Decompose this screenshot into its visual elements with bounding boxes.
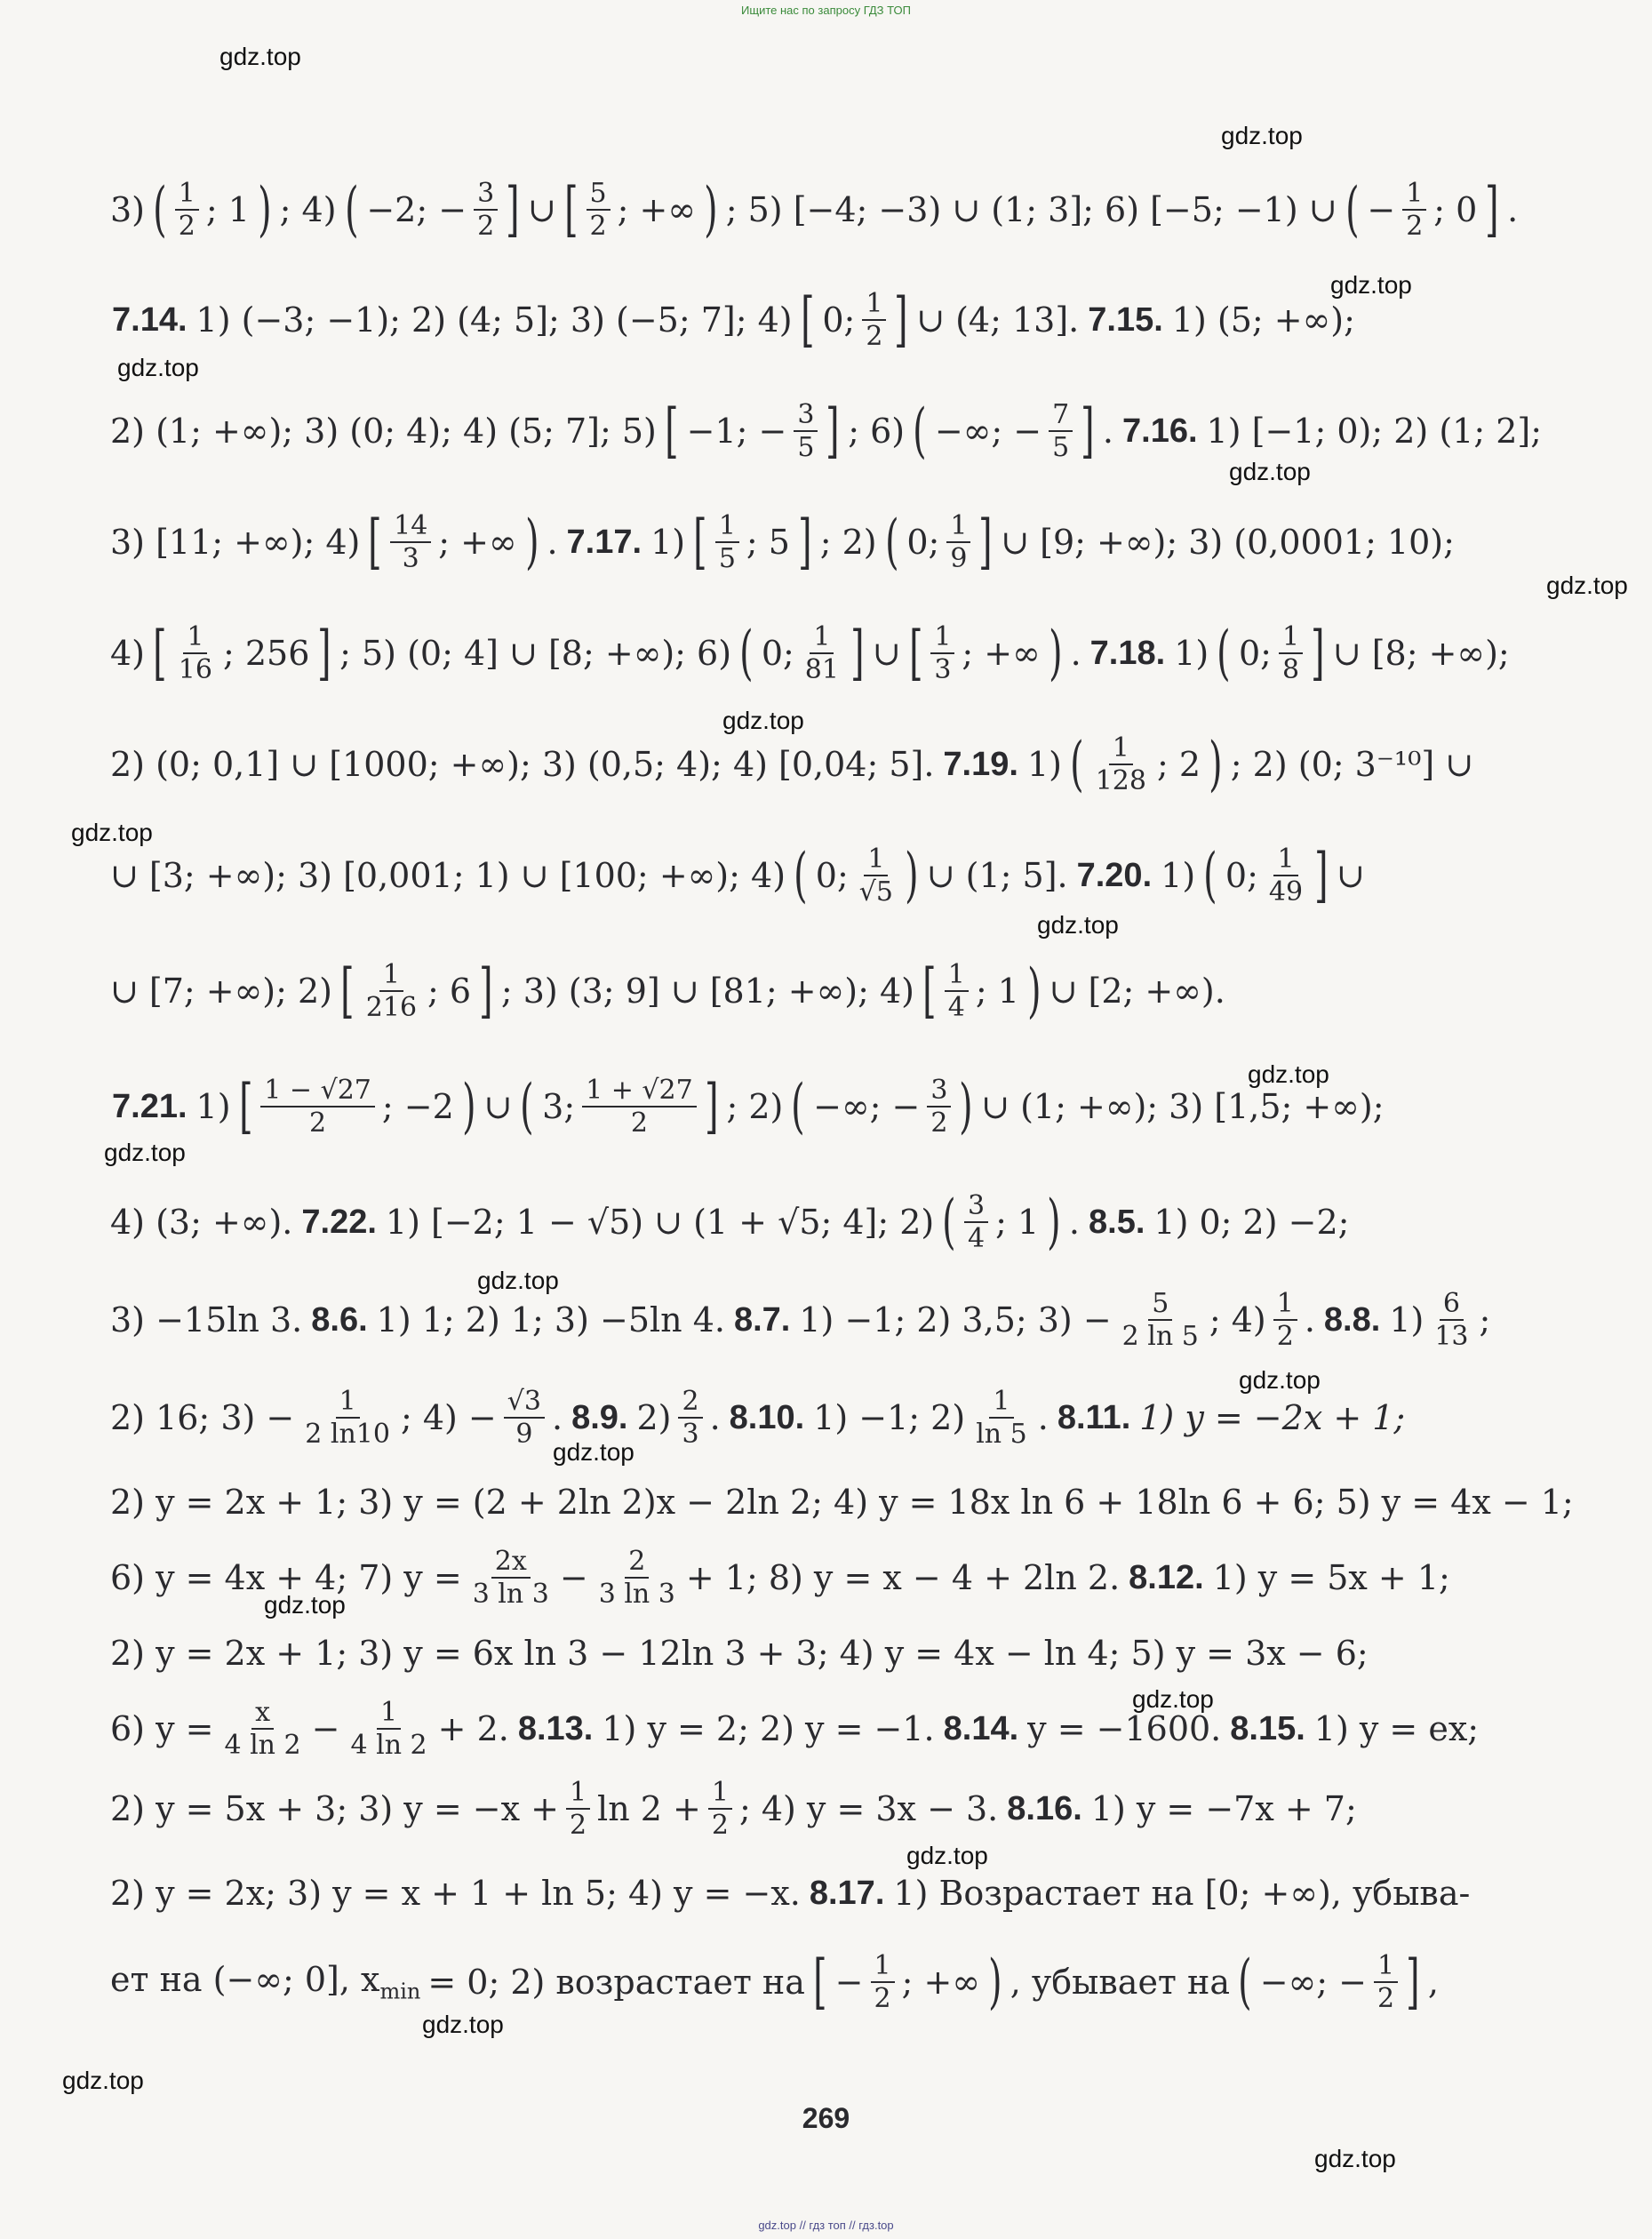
text: 2) y = 2x; 3) y = x + 1 + ln 5; 4) y = −x. — [110, 1874, 801, 1913]
text: 1) — [650, 523, 686, 562]
bracket: ) — [461, 1072, 476, 1140]
text: −2; − — [366, 190, 467, 229]
text: 2) 16; 3) − — [110, 1398, 295, 1437]
watermark: gdz.top — [906, 1842, 988, 1869]
text: 0; — [906, 523, 940, 562]
bracket: ( — [913, 396, 927, 465]
problem-number: 7.18. — [1089, 634, 1166, 672]
fraction: 1 ln 5 — [976, 1385, 1027, 1450]
top-banner: Ищите нас по запросу ГДЗ ТОП — [741, 4, 911, 17]
bracket: ( — [1217, 619, 1231, 687]
text: 1) — [1389, 1300, 1425, 1339]
fraction: 1 49 — [1268, 843, 1304, 908]
text: ∪ — [483, 1087, 513, 1126]
text: ; 0 — [1433, 190, 1478, 229]
fraction: 3 4 — [964, 1192, 988, 1253]
watermark: gdz.top — [104, 1139, 186, 1166]
text: ; +∞ — [617, 190, 696, 229]
watermark: gdz.top — [1546, 572, 1628, 599]
text: −∞; − — [1259, 1963, 1367, 2002]
bracket: [ — [563, 175, 579, 244]
bracket: [ — [693, 508, 707, 576]
text: 1) 1; 2) 1; 3) −5ln 4. — [376, 1300, 725, 1339]
fraction: $\frac{√3}{9}$ — [504, 1387, 545, 1449]
bracket: ( — [739, 619, 754, 687]
fraction: $\frac{1}{4 \ln 2}$ — [350, 1696, 427, 1761]
text: . — [709, 1398, 721, 1437]
text: ; 2) (0; 3⁻¹⁰] ∪ — [1230, 745, 1474, 784]
bottom-banner: gdz.top // гдз топ // гдз.top — [758, 2219, 894, 2232]
text: ; 2) — [819, 523, 877, 562]
watermark: gdz.top — [1221, 122, 1303, 149]
answer-line-9 — [107, 1071, 1511, 1142]
text: ∪ — [1336, 856, 1365, 895]
text: . — [1304, 1300, 1315, 1339]
problem-number: 8.8. — [1323, 1300, 1381, 1339]
problem-number: 8.6. — [311, 1300, 368, 1339]
answer-line-18 — [107, 1858, 1511, 1929]
text: ; 6 — [427, 972, 472, 1011]
text: ∪ (1; +∞); 3) [1,5; +∞); — [981, 1087, 1385, 1126]
fraction: $\frac{1}{2}$ — [1374, 1952, 1398, 2013]
bracket: [ — [813, 1947, 827, 2016]
text: 1) y = 5x + 1; — [1212, 1558, 1450, 1597]
bracket: [ — [340, 956, 355, 1025]
answer-line-19 — [107, 1947, 1511, 2018]
bracket: ] — [1311, 619, 1325, 687]
watermark: gdz.top — [422, 2011, 504, 2038]
text: − — [834, 1963, 864, 2002]
fraction: 1 9 — [946, 512, 970, 573]
text: 1) [−1; 0); 2) (1; 2]; — [1206, 412, 1543, 451]
text: 0; — [761, 634, 794, 673]
bracket: ( — [1070, 730, 1084, 798]
fraction: 1 2 — [1273, 1290, 1297, 1351]
text: 0; — [1225, 856, 1258, 895]
problem-number: 8.7. — [733, 1300, 791, 1339]
answer-line-11 — [107, 1284, 1511, 1355]
watermark: gdz.top — [1132, 1685, 1214, 1713]
bracket: ( — [344, 175, 359, 244]
text: 2) y = 2x + 1; 3) y = (2 + 2ln 2)x − 2ln 2; 4) y = 18x ln 6 + 18ln 6 + 6; 5) y = 4x − 1; — [110, 1483, 1574, 1522]
watermark: gdz.top — [1314, 2145, 1396, 2172]
problem-number: 7.17. — [566, 523, 642, 561]
text: 1) 0; 2) −2; — [1153, 1203, 1350, 1242]
text: y = −1600. — [1027, 1709, 1222, 1748]
fraction: 1 5 — [715, 512, 739, 573]
text: 1) y = 2; 2) y = −1. — [602, 1709, 935, 1748]
text: + 1; 8) y = x − 4 + 2ln 2. — [685, 1558, 1121, 1597]
problem-number: 8.13. — [517, 1709, 594, 1747]
bracket: ] — [1081, 396, 1095, 465]
watermark: gdz.top — [722, 707, 804, 734]
watermark: gdz.top — [219, 43, 301, 70]
bracket: ) — [704, 175, 718, 244]
answer-line-1 — [107, 174, 1519, 245]
text: ln 2 + — [597, 1789, 701, 1828]
text: ; 4) − — [400, 1398, 497, 1437]
text: ; 5) [−4; −3) ∪ (1; 3]; 6) [−5; −1) ∪ — [725, 190, 1337, 229]
answer-line-3 — [107, 396, 1543, 467]
answer-line-15 — [107, 1618, 1511, 1689]
text: 4) (3; +∞). — [110, 1203, 293, 1242]
text: 3) — [110, 190, 146, 229]
problem-number: 8.16. — [1007, 1789, 1082, 1827]
text: 1) — [1174, 634, 1209, 673]
answer-line-13 — [107, 1467, 1574, 1538]
fraction: $\frac{2x}{3 \ln 3}$ — [472, 1545, 549, 1610]
text: ; 256 — [222, 634, 310, 673]
text: 2) — [636, 1398, 672, 1437]
watermark: gdz.top — [117, 354, 199, 381]
text: ; 5 — [746, 523, 790, 562]
text: 1) −1; 2) 3,5; 3) − — [799, 1300, 1112, 1339]
bracket: ( — [153, 175, 167, 244]
page-number: 269 — [802, 2102, 850, 2134]
bracket: ] — [978, 508, 994, 576]
fraction: 1 2 — [175, 180, 199, 241]
bracket: ) — [1027, 956, 1041, 1025]
text: . — [1102, 412, 1114, 451]
answer-line-16 — [107, 1693, 1511, 1764]
fraction: $\frac{3}{2}$ — [927, 1076, 951, 1138]
answer-line-4 — [107, 507, 1511, 578]
bracket: [ — [153, 619, 167, 687]
bracket: ( — [884, 508, 899, 576]
text: ; 2) — [726, 1087, 784, 1126]
text: ; +∞ — [962, 634, 1041, 673]
text: −∞; − — [934, 412, 1042, 451]
fraction: 1 3 — [930, 623, 954, 684]
problem-number: 7.21. — [112, 1087, 188, 1125]
problem-number: 7.15. — [1088, 300, 1163, 339]
bracket: ] — [1406, 1947, 1420, 2016]
text: − — [1367, 190, 1396, 229]
fraction: 1 81 — [804, 620, 839, 685]
fraction: 1 128 — [1095, 732, 1146, 796]
text: ет на (−∞; 0], $x_{min}$ — [110, 1960, 421, 2004]
text: ; 4) — [279, 190, 337, 229]
bracket: ] — [894, 285, 909, 354]
text: 1) (−3; −1); 2) (4; 5]; 3) (−5; 7]; 4) — [196, 300, 793, 340]
text: . — [551, 1398, 563, 1437]
text: 2) y = 2x + 1; 3) y = 6x ln 3 − 12ln 3 + 3; 4) y = 4x − ln 4; 5) y = 3x − 6; — [110, 1634, 1369, 1673]
fraction: $\frac{1}{2}$ — [566, 1779, 590, 1840]
watermark: gdz.top — [477, 1267, 559, 1294]
text: ∪ — [872, 634, 901, 673]
fraction: $\frac{3}{5}$ — [794, 401, 818, 462]
problem-number: 8.5. — [1089, 1203, 1145, 1241]
fraction: $\frac{1}{2}$ — [871, 1952, 895, 2013]
text: + 2. — [437, 1709, 509, 1748]
watermark: gdz.top — [1229, 458, 1311, 485]
bracket: ) — [524, 508, 539, 576]
text: 6) y = 4x + 4; 7) y = — [110, 1558, 462, 1597]
text: ; 2 — [1156, 745, 1201, 784]
problem-number: 8.9. — [571, 1398, 628, 1436]
text: 1) (5; +∞); — [1171, 300, 1355, 340]
bracket: ) — [1047, 1187, 1061, 1256]
fraction: $\frac{x}{4 \ln 2}$ — [224, 1696, 301, 1761]
watermark: gdz.top — [71, 819, 153, 846]
fraction: $\frac{1}{2}$ — [708, 1779, 732, 1840]
problem-number: 8.17. — [809, 1874, 885, 1912]
bracket: ( — [520, 1072, 534, 1140]
problem-number: 7.20. — [1076, 856, 1153, 894]
fraction: $\frac{1}{2}$ — [1402, 180, 1426, 241]
answer-line-17 — [107, 1773, 1511, 1844]
fraction: 5 2 — [587, 180, 611, 241]
text: ; 5) (0; 4] ∪ [8; +∞); 6) — [339, 634, 732, 673]
bracket: ( — [1203, 841, 1217, 909]
fraction: 1 16 — [178, 620, 212, 685]
watermark: gdz.top — [264, 1591, 346, 1619]
bracket: ) — [258, 175, 272, 244]
bracket: ] — [704, 1072, 719, 1140]
text: ∪ (4; 13]. — [916, 300, 1080, 340]
text: ∪ [3; +∞); 3) [0,001; 1) ∪ [100; +∞); 4) — [110, 856, 786, 895]
bracket: [ — [800, 285, 815, 354]
text: 3; — [542, 1087, 576, 1126]
fraction: 1 √5 — [858, 843, 893, 908]
watermark: gdz.top — [1330, 271, 1412, 299]
fraction: 14 3 — [390, 512, 431, 573]
fraction: 1 − √27 2 — [260, 1076, 375, 1138]
bracket: ] — [506, 175, 520, 244]
text: . — [1507, 190, 1519, 229]
fraction: $\frac{3}{2}$ — [474, 180, 498, 241]
watermark: gdz.top — [62, 2067, 144, 2094]
text: 0; — [815, 856, 849, 895]
fraction: $\frac{7}{5}$ — [1049, 401, 1073, 462]
text: 0; — [822, 300, 856, 340]
text: 1) — [196, 1087, 231, 1126]
bracket: ) — [959, 1072, 974, 1140]
answer-line-6 — [107, 729, 1511, 800]
text: . — [547, 523, 558, 562]
answer-line-7 — [107, 840, 1511, 911]
text: 1) y = −7x + 7; — [1090, 1789, 1357, 1828]
bracket: ( — [1345, 175, 1360, 244]
watermark: gdz.top — [553, 1438, 634, 1466]
problem-number: 7.22. — [301, 1203, 377, 1241]
text: 1) Возрастает на [0; +∞), убыва- — [893, 1874, 1471, 1913]
text: 1) −1; 2) — [813, 1398, 966, 1437]
text: ; 4) y = 3x − 3. — [738, 1789, 999, 1828]
text: ; 4) — [1209, 1300, 1266, 1339]
fraction: 2 3 — [678, 1387, 702, 1449]
watermark: gdz.top — [1239, 1366, 1321, 1394]
answer-line-2 — [107, 284, 1511, 356]
text: , — [1427, 1963, 1439, 2002]
bracket: ) — [1048, 619, 1063, 687]
text: ∪ (1; 5]. — [926, 856, 1068, 895]
bracket: ] — [1314, 841, 1329, 909]
text: −∞; − — [813, 1087, 921, 1126]
text: = 0; 2) возрастает на — [427, 1963, 805, 2002]
bracket: [ — [665, 396, 679, 465]
answer-line-14 — [107, 1542, 1511, 1613]
text: ; −2 — [381, 1087, 454, 1126]
fraction: 1 216 — [365, 958, 418, 1023]
bracket: ( — [942, 1187, 956, 1256]
text: . — [1037, 1398, 1049, 1437]
text: ; +∞ — [438, 523, 517, 562]
text: 2) y = 5x + 3; 3) y = −x + — [110, 1789, 559, 1828]
text: 2) (0; 0,1] ∪ [1000; +∞); 3) (0,5; 4); 4) [0,04; 5]. — [110, 745, 935, 784]
text: − — [311, 1709, 340, 1748]
bracket: [ — [908, 619, 923, 687]
bracket: ] — [798, 508, 812, 576]
fraction: 1 + √27 2 — [582, 1076, 697, 1138]
bracket: ] — [850, 619, 865, 687]
bracket: [ — [922, 956, 937, 1025]
text: , убывает на — [1010, 1963, 1231, 2002]
text: 2) (1; +∞); 3) (0; 4); 4) (5; 7]; 5) — [110, 412, 657, 451]
problem-number: 8.14. — [943, 1709, 1019, 1747]
bracket: ] — [1485, 175, 1499, 244]
bracket: ) — [905, 841, 919, 909]
bracket: ( — [794, 841, 808, 909]
text: ; 1 — [205, 190, 250, 229]
text: 1) [−2; 1 − √5) ∪ (1 + √5; 4]; 2) — [385, 1203, 935, 1242]
text: ; 1 — [975, 972, 1019, 1011]
bracket: ] — [317, 619, 331, 687]
text: ; +∞ — [901, 1963, 980, 2002]
text: ; 1 — [995, 1203, 1040, 1242]
problem-number: 7.14. — [112, 300, 188, 339]
watermark: gdz.top — [1037, 911, 1119, 939]
bracket: ] — [479, 956, 493, 1025]
bracket: ( — [791, 1072, 805, 1140]
fraction: 6 13 — [1434, 1287, 1469, 1352]
problem-number: 7.16. — [1122, 412, 1198, 450]
text: 3) [11; +∞); 4) — [110, 523, 361, 562]
text: 6) y = — [110, 1709, 214, 1748]
fraction: $\frac{5}{2 \ln 5}$ — [1121, 1287, 1199, 1352]
problem-number: 8.11. — [1057, 1398, 1131, 1436]
text: − — [559, 1558, 588, 1597]
problem-number: 8.15. — [1230, 1709, 1305, 1747]
problem-number: 8.10. — [729, 1398, 805, 1436]
text: 1) — [1161, 856, 1196, 895]
fraction: 1 2 — [862, 290, 886, 351]
text: ∪ [2; +∞). — [1049, 972, 1225, 1011]
text: ; 3) (3; 9] ∪ [81; +∞); 4) — [500, 972, 914, 1011]
problem-number: 8.12. — [1129, 1558, 1204, 1596]
answer-line-12 — [107, 1382, 1511, 1453]
text: . — [1070, 634, 1081, 673]
fraction: 1 8 — [1279, 623, 1303, 684]
text: ∪ [8; +∞); — [1332, 634, 1510, 673]
bracket: ) — [1209, 730, 1223, 798]
text: ∪ [7; +∞); 2) — [110, 972, 333, 1011]
text: 1) — [1026, 745, 1062, 784]
text: 1) y = −2x + 1; — [1139, 1398, 1406, 1437]
problem-number: 7.19. — [943, 745, 1018, 783]
bracket: [ — [368, 508, 382, 576]
bracket: ] — [826, 396, 841, 465]
bracket: ) — [988, 1947, 1002, 2016]
text: 1) y = ex; — [1313, 1709, 1480, 1748]
bracket: [ — [238, 1072, 253, 1140]
subscript: min — [379, 1979, 421, 2004]
fraction: $\frac{2}{3 \ln 3}$ — [598, 1545, 675, 1610]
text: 0; — [1238, 634, 1272, 673]
text: . — [1068, 1203, 1081, 1242]
watermark: gdz.top — [1248, 1060, 1329, 1088]
bracket: ( — [1238, 1947, 1252, 2016]
text: −1; − — [686, 412, 787, 451]
answer-line-8 — [107, 956, 1511, 1027]
fraction: 1 4 — [945, 961, 969, 1022]
fraction: $\frac{1}{2 \ln 10}$ — [305, 1385, 390, 1450]
answer-line-10 — [107, 1187, 1511, 1258]
answer-line-5 — [107, 618, 1511, 689]
text: ∪ [9; +∞); 3) (0,0001; 10); — [1001, 523, 1455, 562]
text: ; — [1479, 1300, 1491, 1339]
text: 4) — [110, 634, 146, 673]
text: ∪ — [527, 190, 556, 229]
text: 3) −15ln 3. — [110, 1300, 303, 1339]
text: ; 6) — [848, 412, 906, 451]
